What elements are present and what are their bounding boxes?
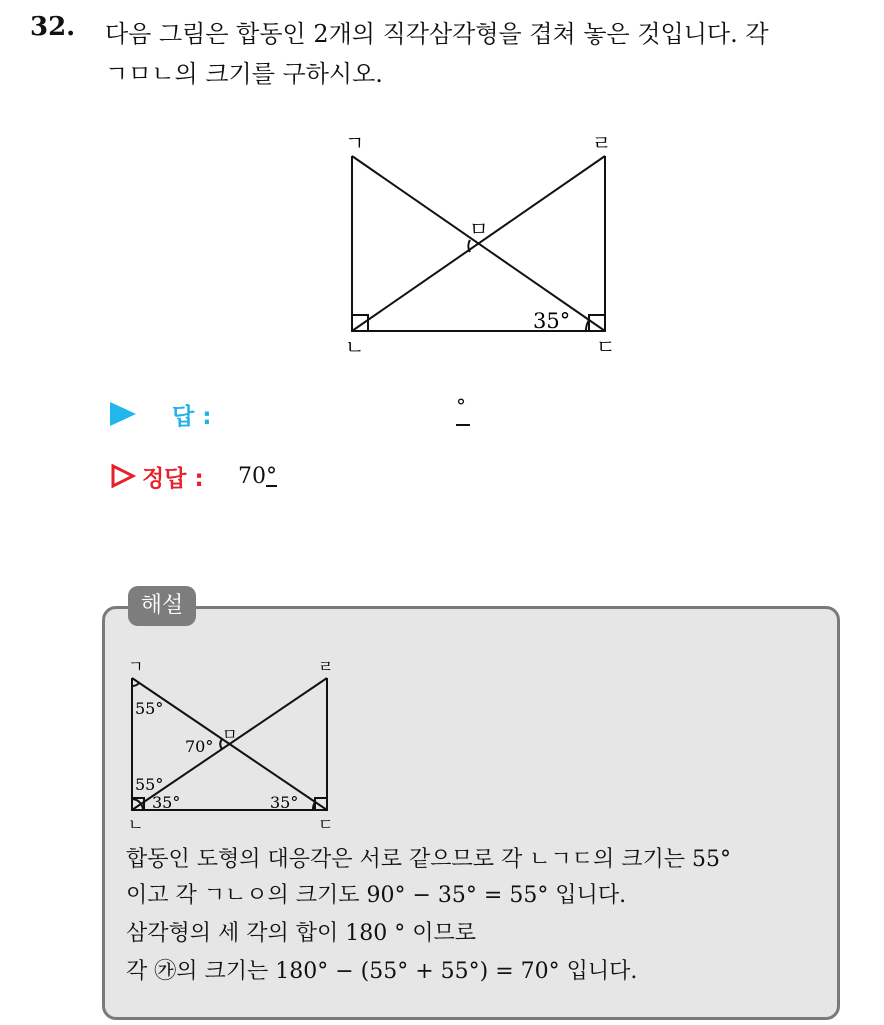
angle-label-35: 35° <box>533 309 571 333</box>
svg-text:ㄱ: ㄱ <box>128 657 144 676</box>
solution-text-line-3: 삼각형의 세 각의 합이 180 ° 이므로 <box>126 921 476 946</box>
correct-degree: ° <box>266 464 277 489</box>
solution-text-line-2: 이고 각 ㄱㄴㅇ의 크기도 90° − 35° = 55° 입니다. <box>126 883 627 908</box>
outline-arrow-icon <box>110 464 136 488</box>
question-text-line-2: ㄱㅁㄴ의 크기를 구하시오. <box>105 60 383 88</box>
question-text-line-1: 다음 그림은 합동인 2개의 직각삼각형을 겹쳐 놓은 것입니다. 각 <box>105 20 769 48</box>
label-g: ㄱ <box>345 131 365 155</box>
answer-label: 답 : <box>172 404 212 430</box>
play-arrow-icon <box>110 402 136 426</box>
label-n: ㄴ <box>345 335 365 354</box>
svg-text:35°: 35° <box>270 793 299 812</box>
answer-degree-symbol: ° <box>456 394 466 418</box>
angle-arc-m <box>468 240 470 252</box>
solution-tab: 해설 <box>128 586 196 626</box>
svg-text:ㄹ: ㄹ <box>318 657 334 676</box>
svg-text:ㄷ: ㄷ <box>318 815 334 830</box>
label-d: ㄷ <box>596 335 616 354</box>
svg-text:35°: 35° <box>152 793 181 812</box>
svg-text:55°: 55° <box>135 699 164 718</box>
solution-text-line-4: 각 ㉮의 크기는 180° − (55° + 55°) = 70° 입니다. <box>126 959 638 984</box>
triangle-figure <box>330 128 630 354</box>
svg-text:55°: 55° <box>135 775 164 794</box>
label-m: ㅁ <box>469 217 489 241</box>
question-number: 32. <box>30 12 76 42</box>
svg-text:ㅁ: ㅁ <box>222 725 238 744</box>
correct-label: 정답 : <box>142 466 204 492</box>
solution-figure <box>122 656 342 830</box>
correct-number: 70 <box>238 464 266 489</box>
correct-value <box>238 464 277 489</box>
svg-text:70°: 70° <box>185 737 214 756</box>
svg-text:ㄴ: ㄴ <box>128 815 144 830</box>
label-r: ㄹ <box>592 131 612 155</box>
solution-text-line-1: 합동인 도형의 대응각은 서로 같으므로 각 ㄴㄱㄷ의 크기는 55° <box>126 847 731 872</box>
